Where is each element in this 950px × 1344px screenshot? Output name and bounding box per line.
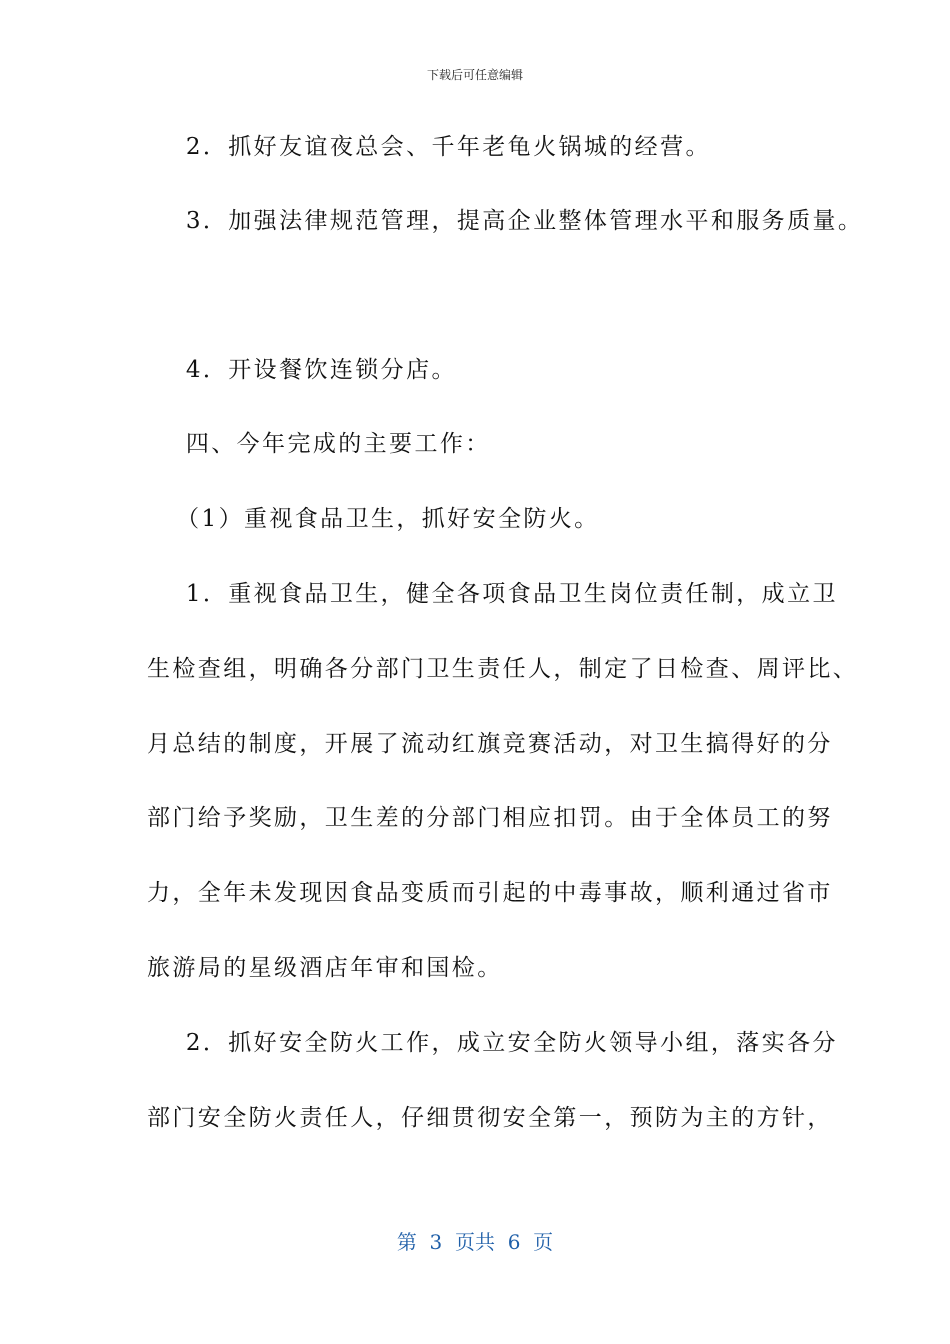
text-line: 月总结的制度，开展了流动红旗竞赛活动，对卫生搞得好的分 xyxy=(147,731,833,757)
download-note: 下载后可任意编辑 xyxy=(426,68,523,82)
text-line: 2．抓好安全防火工作，成立安全防火领导小组，落实各分 xyxy=(147,1030,838,1056)
text-line: 4．开设餐饮连锁分店。 xyxy=(147,357,457,383)
text-line: 部门给予奖励，卫生差的分部门相应扣罚。由于全体员工的努 xyxy=(147,805,833,831)
text-line: 旅游局的星级酒店年审和国检。 xyxy=(147,955,503,981)
text-line: 2．抓好友谊夜总会、千年老龟火锅城的经营。 xyxy=(147,134,711,160)
text-line: （1）重视食品卫生，抓好安全防火。 xyxy=(147,506,600,532)
page-number: 第 3 页共 6 页 xyxy=(396,1230,554,1254)
text-line: 力，全年未发现因食品变质而引起的中毒事故，顺利通过省市 xyxy=(147,880,833,906)
text-line: 1．重视食品卫生，健全各项食品卫生岗位责任制，成立卫 xyxy=(147,581,838,607)
text-line: 生检查组，明确各分部门卫生责任人，制定了日检查、周评比、 xyxy=(147,656,859,682)
text-line: 部门安全防火责任人，仔细贯彻安全第一，预防为主的方针， xyxy=(147,1105,833,1131)
text-line: 3．加强法律规范管理，提高企业整体管理水平和服务质量。 xyxy=(147,208,864,234)
text-line: 四、今年完成的主要工作： xyxy=(147,431,491,457)
